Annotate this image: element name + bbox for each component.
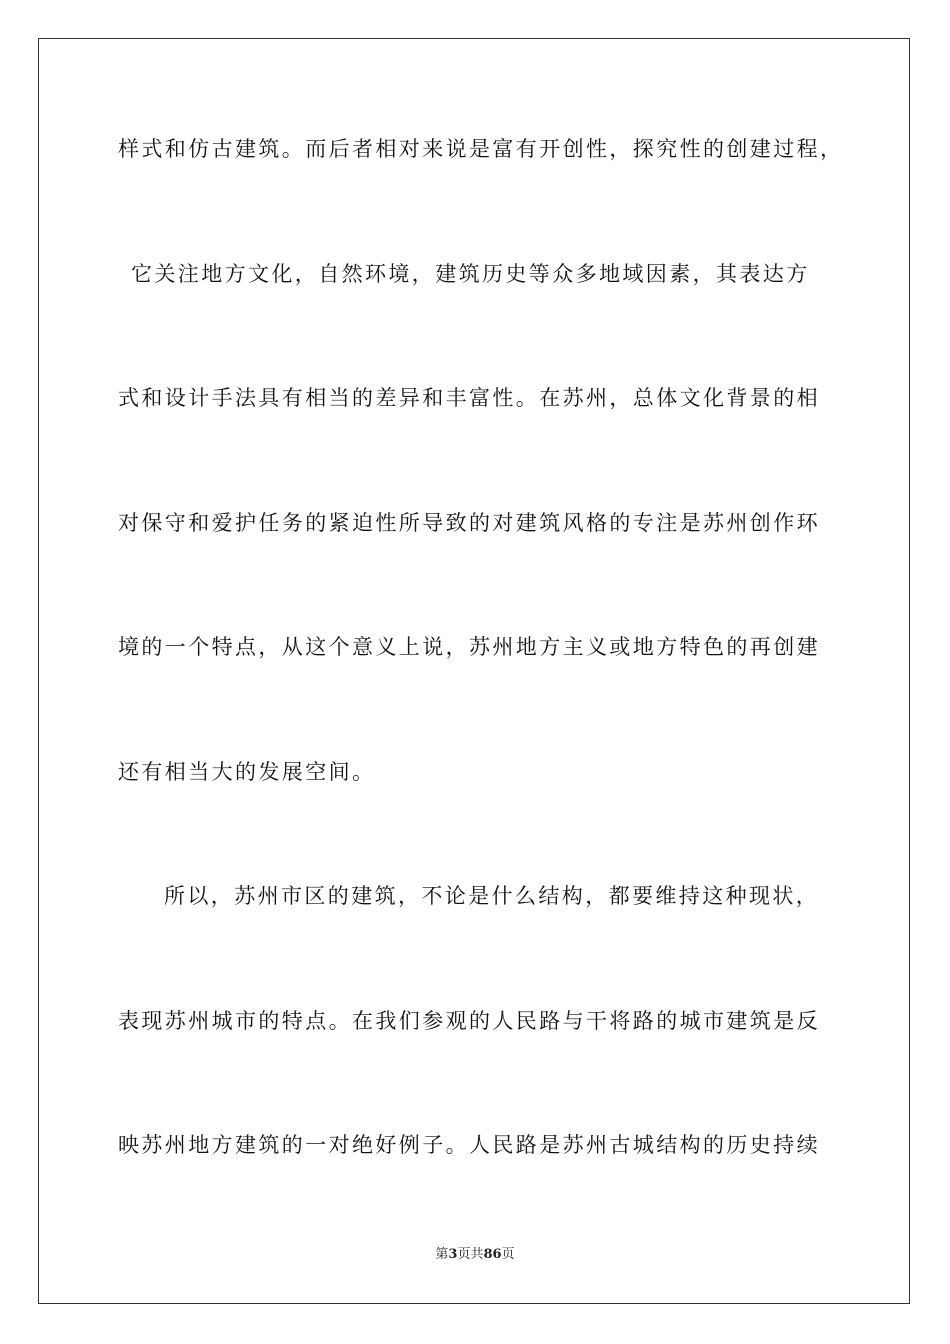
body-text-line-6: 还有相当大的发展空间。 xyxy=(118,760,376,784)
total-pages: 86 xyxy=(483,1247,502,1262)
page-frame xyxy=(38,38,910,1304)
body-text-line-1: 样式和仿古建筑。而后者相对来说是富有开创性，探究性的创建过程， xyxy=(118,137,844,161)
total-suffix: 页 xyxy=(501,1247,515,1262)
page-number: 3 xyxy=(448,1247,458,1262)
body-text-line-2: 它关注地方文化，自然环境，建筑历史等众多地域因素，其表达方 xyxy=(131,262,810,286)
body-text-line-7: 所以，苏州市区的建筑，不论是什么结构，都要维持这种现状， xyxy=(164,884,820,908)
body-text-line-5: 境的一个特点，从这个意义上说，苏州地方主义或地方特色的再创建 xyxy=(118,635,820,659)
body-text-line-8: 表现苏州城市的特点。在我们参观的人民路与干将路的城市建筑是反 xyxy=(118,1009,820,1033)
page-prefix: 第 xyxy=(435,1247,449,1262)
body-text-line-4: 对保守和爱护任务的紧迫性所导致的对建筑风格的专注是苏州创作环 xyxy=(118,511,820,535)
body-text-line-9: 映苏州地方建筑的一对绝好例子。人民路是苏州古城结构的历史持续 xyxy=(118,1133,820,1157)
body-text-line-3: 式和设计手法具有相当的差异和丰富性。在苏州，总体文化背景的相 xyxy=(118,386,820,410)
page-footer xyxy=(0,1247,950,1263)
page-suffix: 页 xyxy=(457,1247,471,1262)
total-prefix: 共 xyxy=(470,1247,484,1262)
